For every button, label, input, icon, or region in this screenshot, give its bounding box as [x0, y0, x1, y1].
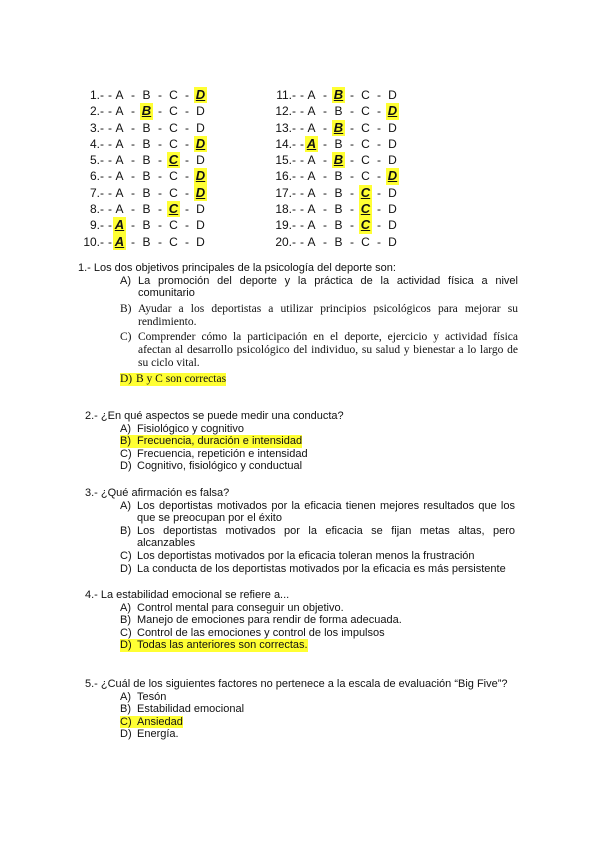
- answer-key-option: A: [115, 153, 124, 168]
- answer-text: Los deportistas motivados por la eficacia se fijan metas altas, pero alcanzables: [137, 524, 515, 550]
- answer-text: Control mental para conseguir un objetivo.: [137, 601, 344, 614]
- answer-key-selected-option: D: [387, 168, 398, 184]
- answer-text: Tesón: [137, 690, 167, 703]
- question-2: [85, 410, 485, 473]
- answer-letter: C): [120, 331, 132, 344]
- answer-key-option: A: [307, 169, 316, 184]
- answer-key-selected-option: A: [306, 135, 317, 151]
- question-stem: 4.- La estabilidad emocional se refiere a...: [85, 589, 290, 601]
- answer-letter: D): [120, 562, 132, 575]
- answer-key-separator: -: [158, 202, 162, 217]
- answer-key-row: [268, 217, 399, 233]
- answer-key-separator: -: [131, 88, 135, 102]
- answer-key-option: C: [169, 104, 178, 119]
- answer-key-option: C: [361, 153, 370, 168]
- answer-key-separator: -: [131, 120, 135, 135]
- answer-text: Ayudar a los deportistas a utilizar principios psicológicos para mejorar su rendimiento.: [138, 302, 518, 328]
- answer-key-option: A: [307, 202, 316, 217]
- answer-key-separator: -: [131, 136, 135, 151]
- answer-key-separator: -: [350, 120, 354, 135]
- answer-key-separator: -: [108, 120, 112, 135]
- answer-key-row: [76, 217, 207, 233]
- answer-key-selected-option: B: [333, 119, 344, 135]
- answer-letter: A): [120, 499, 131, 512]
- answer-key-row: [76, 136, 207, 152]
- answer-option: [120, 691, 525, 704]
- answer-key-number: 20.-: [275, 234, 296, 249]
- answer-key-separator: -: [377, 136, 381, 151]
- answer-text: Frecuencia, duración e intensidad: [137, 435, 303, 448]
- answer-key-selected-option: D: [195, 135, 206, 151]
- answer-key-separator: -: [350, 104, 354, 119]
- answer-key-separator: -: [323, 234, 327, 249]
- answer-key-separator: -: [158, 185, 162, 200]
- answer-key-separator: -: [185, 202, 189, 217]
- answer-option-correct: [120, 435, 485, 448]
- answer-key-row: [268, 201, 399, 217]
- answer-key-option: C: [361, 234, 370, 249]
- answer-key-option: D: [388, 153, 397, 168]
- answer-key-selected-option: B: [333, 87, 344, 102]
- answer-key-separator: -: [185, 234, 189, 249]
- answer-key-option: A: [307, 88, 316, 102]
- answer-key-separator: -: [323, 218, 327, 233]
- answer-key-separator: -: [108, 104, 112, 119]
- answer-key-separator: -: [323, 153, 327, 168]
- answer-key-separator: -: [323, 104, 327, 119]
- answer-key-option: D: [196, 104, 205, 119]
- answer-key-separator: -: [131, 169, 135, 184]
- answer-key-separator: -: [377, 169, 381, 184]
- answer-key-option: D: [196, 234, 205, 249]
- answer-key-row: [76, 185, 207, 201]
- answer-key-option: A: [115, 120, 124, 135]
- answer-key-option: B: [334, 104, 343, 119]
- question-4: [85, 589, 485, 652]
- answer-key-separator: -: [350, 218, 354, 233]
- answer-key-option: B: [142, 120, 151, 135]
- answer-key-option: C: [169, 234, 178, 249]
- answer-key-separator: -: [158, 153, 162, 168]
- answer-key-separator: -: [323, 169, 327, 184]
- answer-key-option: A: [307, 185, 316, 200]
- answer-option-correct: [120, 716, 525, 729]
- answer-letter: B): [120, 302, 132, 315]
- answer-text: Manejo de emociones para rendir de forma adecuada.: [137, 614, 402, 627]
- answer-text: Estabilidad emocional: [137, 703, 245, 716]
- answer-key-option: B: [334, 234, 343, 249]
- answer-key-option: D: [388, 218, 397, 233]
- answer-key-number: 14.-: [275, 136, 296, 151]
- answer-text: Energía.: [137, 728, 179, 741]
- answer-key-separator: -: [108, 185, 112, 200]
- answer-key-row: [76, 103, 207, 119]
- answer-key-option: D: [388, 120, 397, 135]
- answer-key-option: C: [361, 169, 370, 184]
- answer-letter: C): [120, 447, 132, 460]
- answer-key-selected-option: A: [114, 217, 125, 233]
- answer-key-selected-option: D: [195, 87, 206, 102]
- answer-key-option: D: [196, 120, 205, 135]
- answer-option: [120, 627, 485, 640]
- answer-key-selected-option: C: [168, 152, 179, 168]
- answer-key-separator: -: [377, 88, 381, 102]
- answer-key-option: B: [334, 202, 343, 217]
- answer-option: [120, 275, 518, 300]
- answer-key-separator: -: [185, 104, 189, 119]
- answer-option: [120, 728, 525, 741]
- answer-key-option: D: [388, 88, 397, 102]
- answer-key-right: [268, 87, 399, 250]
- answer-key-separator: -: [131, 153, 135, 168]
- answer-key-separator: -: [323, 120, 327, 135]
- answer-option: [120, 703, 525, 716]
- answer-option: [120, 448, 485, 461]
- answer-key-option: C: [361, 120, 370, 135]
- answer-key-separator: -: [323, 185, 327, 200]
- answer-key-option: B: [334, 169, 343, 184]
- question-1: [78, 262, 518, 386]
- answer-key-option: A: [307, 120, 316, 135]
- answer-key-row: [76, 87, 207, 103]
- answer-key-option: B: [142, 185, 151, 200]
- answer-key-separator: -: [158, 88, 162, 102]
- answer-key-row: [76, 201, 207, 217]
- answer-key-separator: -: [300, 153, 304, 168]
- answer-key-option: D: [196, 218, 205, 233]
- answer-key-separator: -: [300, 218, 304, 233]
- answer-key-option: B: [334, 185, 343, 200]
- answer-option: [120, 331, 518, 369]
- answer-key-separator: -: [185, 169, 189, 184]
- answer-key-number: 9.-: [89, 218, 104, 233]
- answer-key-row: [76, 234, 207, 250]
- answer-option: [120, 460, 485, 473]
- answer-key-separator: -: [108, 218, 112, 233]
- answer-key-separator: -: [377, 218, 381, 233]
- answer-key-row: [268, 103, 399, 119]
- answer-key-option: B: [142, 234, 151, 249]
- answer-key-option: A: [115, 104, 124, 119]
- answer-letter: C): [120, 715, 132, 728]
- answer-text: Los deportistas motivados por la eficacia tienen mejores resultados que los que se preocupan por el éxito: [137, 499, 515, 525]
- answer-key-separator: -: [350, 234, 354, 249]
- answer-key-option: C: [169, 169, 178, 184]
- answer-key-option: A: [115, 169, 124, 184]
- answer-key-selected-option: B: [333, 152, 344, 168]
- question-3: [85, 487, 515, 575]
- answer-key-separator: -: [158, 120, 162, 135]
- answer-key-separator: -: [131, 104, 135, 119]
- answer-key-option: D: [388, 136, 397, 151]
- answer-option: [120, 303, 518, 329]
- answer-letter: A): [120, 601, 131, 614]
- answer-key-separator: -: [108, 88, 112, 102]
- answer-key-separator: -: [300, 136, 304, 151]
- answer-key-separator: -: [108, 234, 112, 249]
- answer-key-separator: -: [131, 202, 135, 217]
- answer-option: [120, 614, 485, 627]
- answer-key-option: C: [169, 120, 178, 135]
- answer-key-option: C: [361, 136, 370, 151]
- answer-key-row: [268, 185, 399, 201]
- answer-key-number: 19.-: [275, 218, 296, 233]
- answer-key-option: C: [361, 104, 370, 119]
- answer-letter: A): [120, 690, 131, 703]
- answer-text: Comprender cómo la participación en el deporte, ejercicio y actividad física afectan al desarrollo psicológico del individuo, su salud y bienestar a lo largo de su ciclo vital.: [138, 331, 518, 369]
- answer-key-separator: -: [300, 120, 304, 135]
- answer-option-correct: [120, 373, 518, 386]
- answer-key-option: B: [334, 218, 343, 233]
- answer-key-option: C: [361, 88, 370, 102]
- answer-letter: B): [120, 614, 131, 627]
- answer-key-row: [268, 152, 399, 168]
- answer-option: [120, 423, 485, 436]
- answer-key-row: [76, 168, 207, 184]
- answer-key-separator: -: [108, 169, 112, 184]
- answer-key-number: 4.-: [89, 136, 104, 151]
- question-5: [85, 678, 525, 741]
- answer-key-option: A: [307, 218, 316, 233]
- answer-key-number: 8.-: [89, 202, 104, 217]
- answer-key-separator: -: [131, 234, 135, 249]
- answer-key-row: [268, 234, 399, 250]
- answer-key-separator: -: [300, 202, 304, 217]
- answer-key-number: 3.-: [89, 120, 104, 135]
- answer-key-separator: -: [377, 120, 381, 135]
- answer-key-separator: -: [185, 120, 189, 135]
- answer-key-number: 10.-: [83, 234, 104, 249]
- answer-letter: A): [120, 422, 131, 435]
- answer-key-separator: -: [300, 169, 304, 184]
- answer-key-selected-option: C: [360, 184, 371, 200]
- answer-key-number: 13.-: [275, 120, 296, 135]
- answer-key-number: 18.-: [275, 202, 296, 217]
- question-stem: 3.- ¿Qué afirmación es falsa?: [85, 487, 230, 499]
- answer-text: Cognitivo, fisiológico y conductual: [137, 460, 303, 473]
- answer-key-number: 16.-: [275, 169, 296, 184]
- answer-key-option: B: [142, 169, 151, 184]
- answer-key-row: [268, 168, 399, 184]
- answer-key-selected-option: C: [360, 217, 371, 233]
- answer-letter: A): [120, 274, 131, 287]
- answer-key-option: A: [115, 88, 124, 102]
- answer-text: Fisiológico y cognitivo: [137, 422, 244, 435]
- answer-key-option: C: [169, 218, 178, 233]
- answer-key-separator: -: [350, 88, 354, 102]
- answer-key-separator: -: [108, 136, 112, 151]
- answer-key-option: A: [307, 104, 316, 119]
- answer-key-row: [76, 120, 207, 136]
- answer-key-separator: -: [377, 185, 381, 200]
- answer-letter: D): [120, 372, 133, 385]
- answer-letter: D): [120, 639, 132, 652]
- answer-key-selected-option: C: [360, 201, 371, 217]
- answer-option: [120, 550, 515, 563]
- answer-option: [120, 563, 515, 576]
- question-stem: 2.- ¿En qué aspectos se puede medir una conducta?: [85, 410, 344, 422]
- answer-letter: C): [120, 626, 132, 639]
- answer-key-number: 11.-: [276, 88, 296, 102]
- answer-key-separator: -: [323, 88, 327, 102]
- answer-key-selected-option: A: [114, 233, 125, 249]
- answer-key-row: [268, 120, 399, 136]
- answer-key-separator: -: [377, 104, 381, 119]
- answer-text: Los deportistas motivados por la eficacia toleran menos la frustración: [137, 549, 475, 562]
- answer-option-correct: [120, 639, 485, 652]
- answer-key-separator: -: [300, 88, 304, 102]
- answer-key-separator: -: [185, 153, 189, 168]
- answer-key-number: 5.-: [89, 153, 104, 168]
- answer-key-selected-option: B: [141, 103, 152, 119]
- answer-key-separator: -: [350, 202, 354, 217]
- answer-key-option: A: [307, 234, 316, 249]
- answer-key-separator: -: [350, 136, 354, 151]
- answer-letter: B): [120, 703, 131, 716]
- answer-key-separator: -: [158, 104, 162, 119]
- answer-key-separator: -: [131, 185, 135, 200]
- answer-text: La conducta de los deportistas motivados por la eficacia es más persistente: [137, 562, 506, 575]
- answer-key-separator: -: [300, 185, 304, 200]
- answer-key-separator: -: [185, 218, 189, 233]
- answer-letter: B): [120, 524, 131, 537]
- answer-key-separator: -: [377, 202, 381, 217]
- answer-letter: D): [120, 728, 132, 741]
- answer-key-option: A: [115, 202, 124, 217]
- answer-key-option: C: [169, 88, 178, 102]
- answer-key-option: A: [115, 136, 124, 151]
- answer-key-option: D: [196, 202, 205, 217]
- answer-key-separator: -: [185, 88, 189, 102]
- answer-key-row: [268, 87, 399, 103]
- answer-key-number: 2.-: [89, 104, 104, 119]
- answer-key-option: A: [307, 153, 316, 168]
- answer-key-option: A: [115, 185, 124, 200]
- answer-key-row: [268, 136, 399, 152]
- answer-key-selected-option: D: [195, 168, 206, 184]
- answer-key-separator: -: [323, 202, 327, 217]
- answer-option: [120, 525, 515, 550]
- answer-key-separator: -: [350, 153, 354, 168]
- answer-key-number: 15.-: [275, 153, 296, 168]
- question-stem: 1.- Los dos objetivos principales de la psicología del deporte son:: [78, 262, 396, 274]
- answer-key-separator: -: [350, 169, 354, 184]
- answer-key-separator: -: [185, 185, 189, 200]
- answer-key-separator: -: [158, 218, 162, 233]
- answer-key-number: 6.-: [89, 169, 104, 184]
- answer-key-number: 12.-: [275, 104, 296, 119]
- answer-key-option: C: [169, 185, 178, 200]
- answer-text: Control de las emociones y control de los impulsos: [137, 626, 385, 639]
- answer-key-separator: -: [300, 104, 304, 119]
- answer-key-number: 7.-: [89, 185, 104, 200]
- answer-option: [120, 602, 485, 615]
- answer-text: La promoción del deporte y la práctica de la actividad física a nivel comunitario: [138, 274, 518, 300]
- answer-text: Todas las anteriores son correctas.: [137, 639, 308, 652]
- question-stem: 5.- ¿Cuál de los siguientes factores no pertenece a la escala de evaluación “Big Five”?: [85, 678, 508, 690]
- answer-key-selected-option: C: [168, 201, 179, 217]
- answer-key-option: D: [388, 234, 397, 249]
- answer-key-number: 1.-: [89, 88, 104, 102]
- answer-key-option: B: [334, 136, 343, 151]
- answer-key-selected-option: D: [195, 184, 206, 200]
- answer-key-separator: -: [350, 185, 354, 200]
- answer-key-separator: -: [300, 234, 304, 249]
- answer-key-option: D: [388, 185, 397, 200]
- answer-key-option: B: [142, 153, 151, 168]
- answer-key-option: C: [169, 136, 178, 151]
- answer-key-row: [76, 152, 207, 168]
- answer-letter: B): [120, 435, 131, 448]
- answer-key-option: D: [196, 153, 205, 168]
- answer-key-option: D: [388, 202, 397, 217]
- answer-letter: C): [120, 549, 132, 562]
- answer-key-separator: -: [323, 136, 327, 151]
- answer-key-separator: -: [158, 136, 162, 151]
- answer-key-separator: -: [108, 153, 112, 168]
- answer-key-separator: -: [185, 136, 189, 151]
- answer-key-separator: -: [377, 153, 381, 168]
- answer-text: Ansiedad: [137, 715, 183, 728]
- answer-text: Frecuencia, repetición e intensidad: [137, 447, 308, 460]
- answer-key-selected-option: D: [387, 103, 398, 119]
- answer-key-option: B: [142, 202, 151, 217]
- answer-key-option: B: [142, 88, 151, 102]
- answer-key-number: 17.-: [275, 185, 296, 200]
- answer-key-option: B: [142, 136, 151, 151]
- answer-key-separator: -: [108, 202, 112, 217]
- answer-key-option: B: [142, 218, 151, 233]
- answer-key-left: [76, 87, 207, 250]
- answer-text: B y C son correctas: [136, 372, 227, 385]
- answer-key-separator: -: [158, 169, 162, 184]
- answer-key-separator: -: [131, 218, 135, 233]
- answer-letter: D): [120, 460, 132, 473]
- answer-key-separator: -: [158, 234, 162, 249]
- answer-key-separator: -: [377, 234, 381, 249]
- answer-option: [120, 500, 515, 525]
